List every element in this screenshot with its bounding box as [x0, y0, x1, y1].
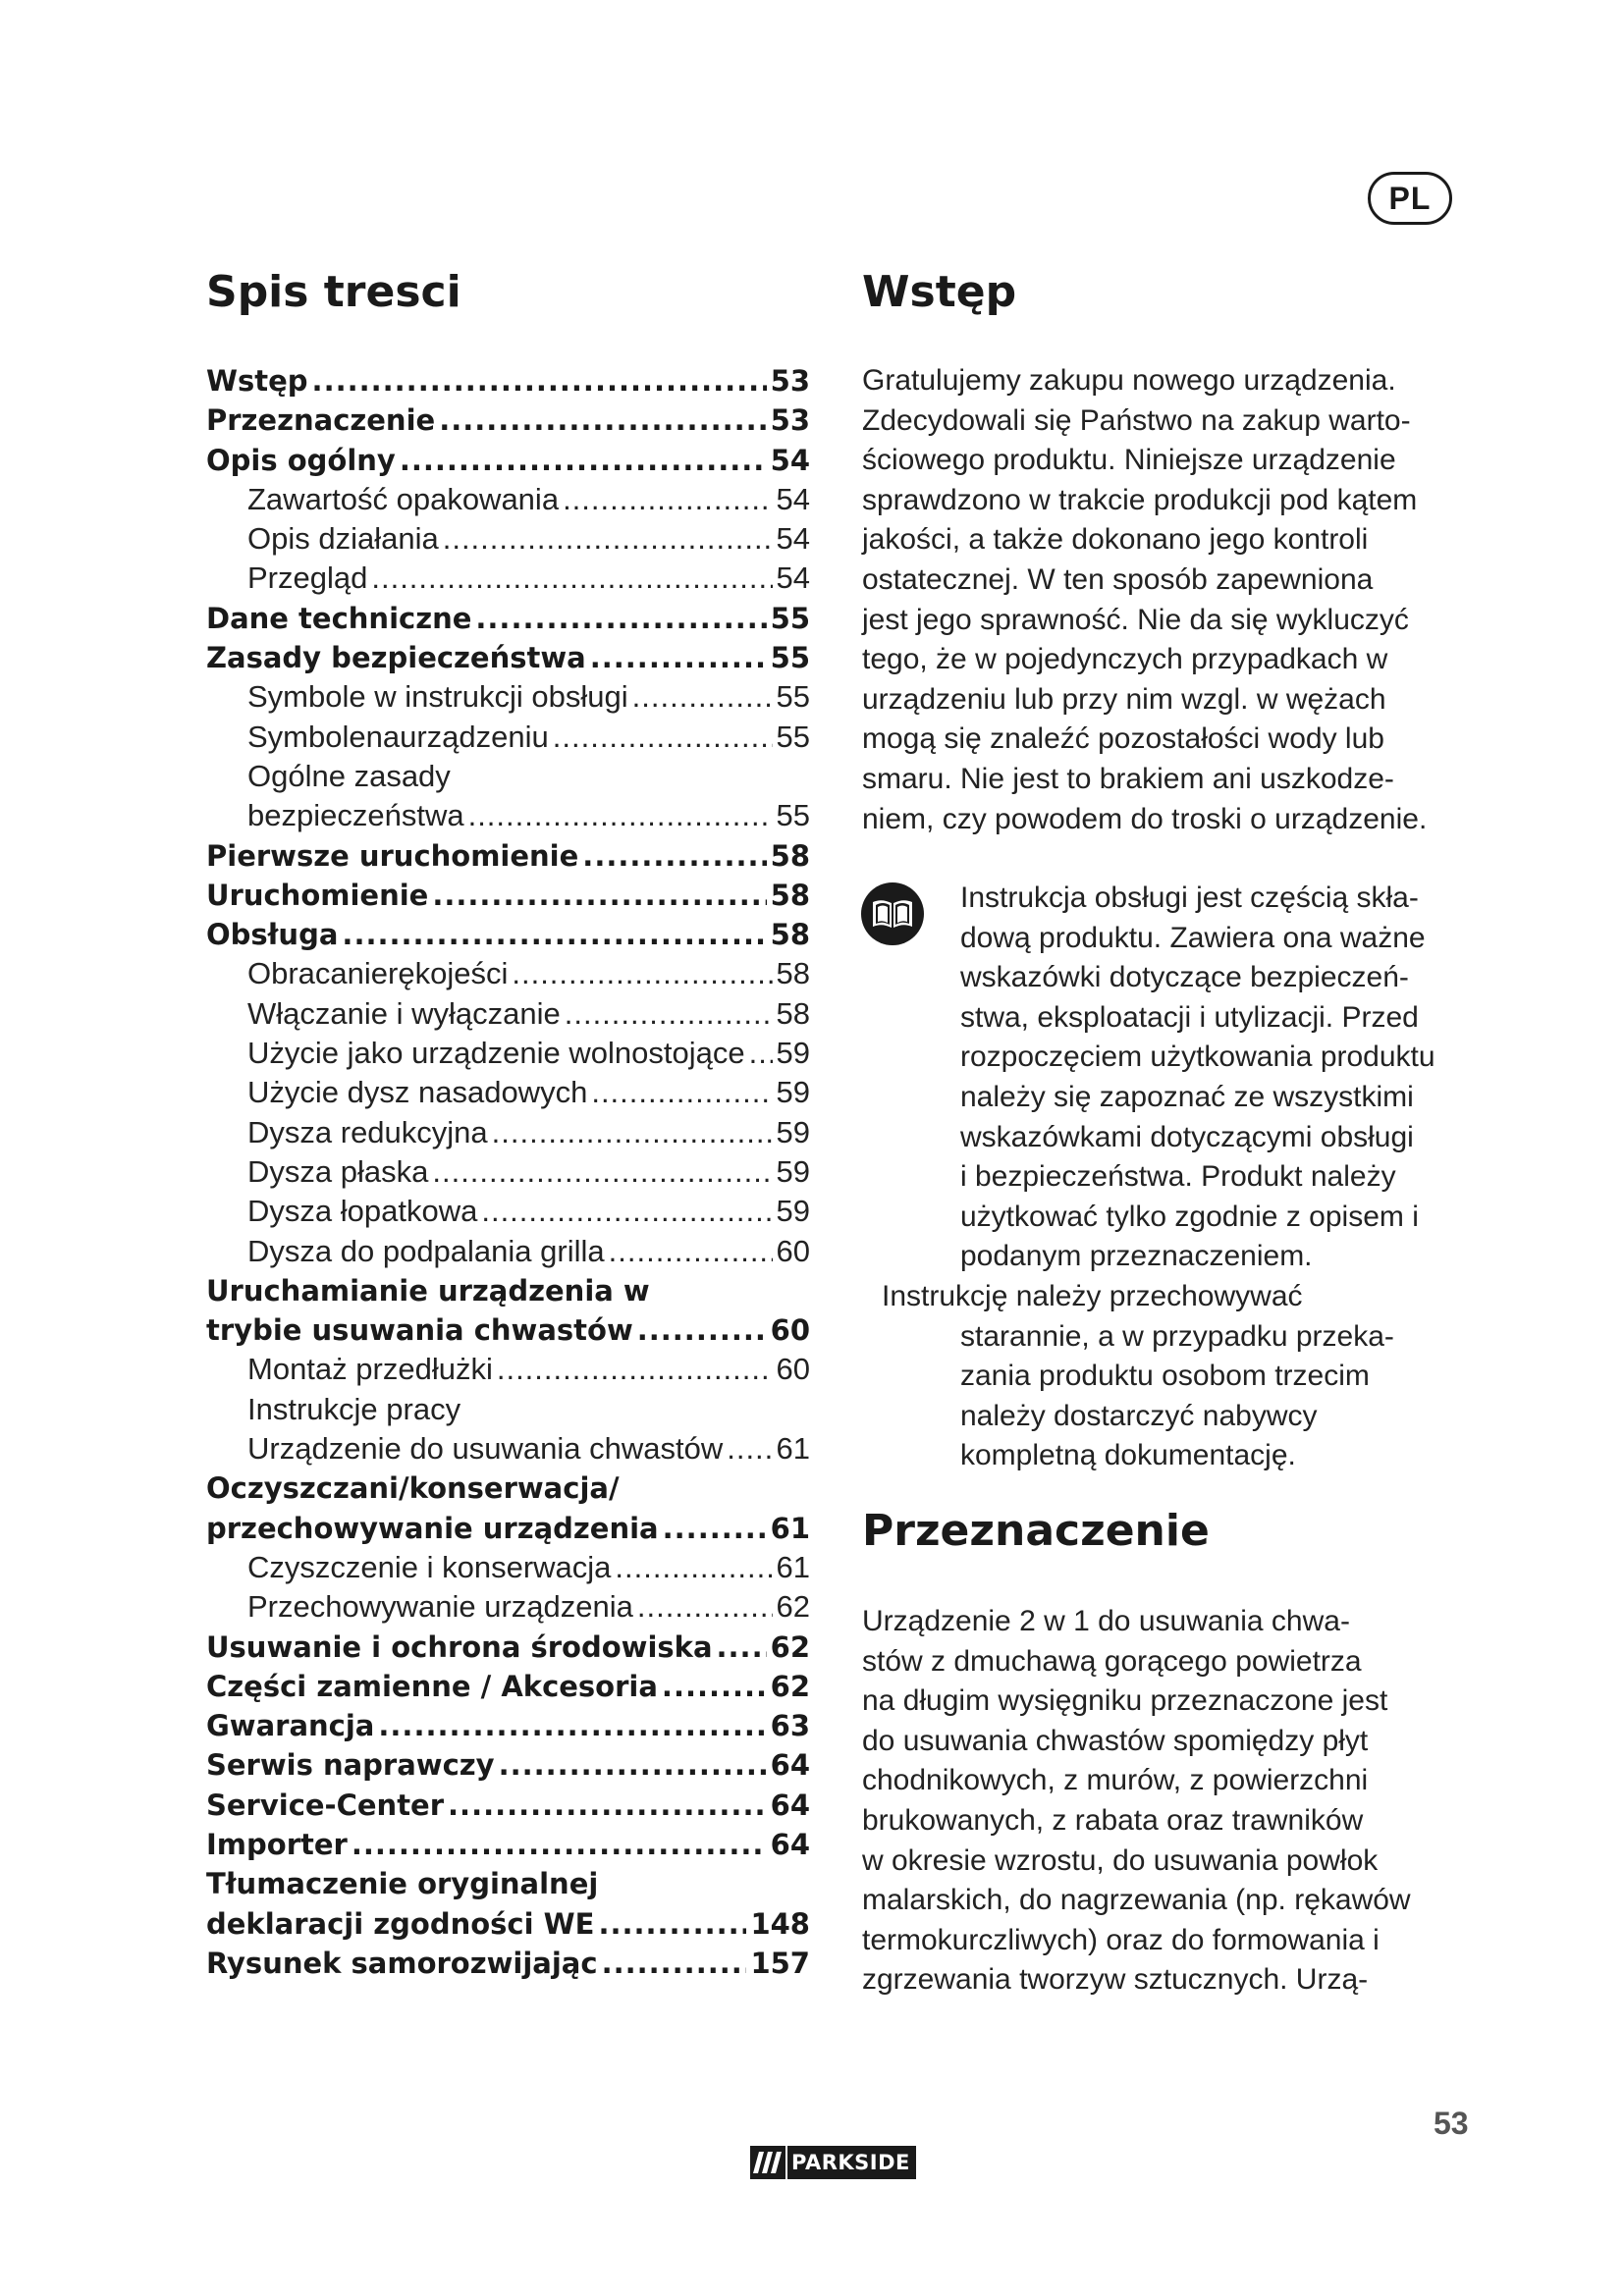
toc-leader-dots — [602, 1944, 747, 1983]
toc-leader-dots — [492, 1113, 773, 1152]
toc-entry-title: Zasady bezpieczeństwa — [206, 641, 586, 675]
toc-entry-page: 64 — [770, 1827, 810, 1861]
text-line: do usuwania chwastów spomiędzy płyt — [862, 1724, 1369, 1757]
text-line: smaru. Nie jest to brakiem ani uszkodze- — [862, 762, 1394, 795]
toc-entry-page: 53 — [770, 403, 810, 438]
toc-entry-title: Service-Center — [206, 1788, 445, 1822]
toc-entry-title: Gwarancja — [206, 1709, 375, 1743]
toc-entry-title: Ogólne zasady — [247, 758, 451, 793]
toc-entry — [206, 954, 810, 993]
toc-entry-page: 62 — [770, 1669, 810, 1703]
toc-entry — [206, 1786, 810, 1825]
text-line: użytkować tylko zgodnie z opisem i — [960, 1200, 1419, 1233]
toc-entry-title: Przechowywanie urządzenia — [247, 1589, 633, 1625]
toc-entry — [206, 876, 810, 915]
text-line: chodnikowych, z murów, z powierzchni — [862, 1764, 1369, 1797]
manual-note-paragraph — [882, 879, 1435, 1476]
toc-leader-dots — [565, 994, 773, 1034]
toc-entry-title: Dane techniczne — [206, 601, 472, 635]
text-line: tego, że w pojedynczych przypadkach w — [862, 643, 1388, 676]
toc-entry-page: 54 — [776, 481, 810, 516]
text-line: wskazówki dotyczące bezpieczeń- — [960, 961, 1409, 994]
text-line: jakości, a także dokonano jego kontroli — [862, 523, 1369, 557]
toc-entry — [206, 1390, 810, 1429]
toc-entry-title: przechowywanie urządzenia — [206, 1511, 659, 1545]
toc-entry-title: Usuwanie i ochrona środowiska — [206, 1629, 713, 1664]
toc-entry-title: Instrukcje pracy — [247, 1391, 461, 1426]
toc-leader-dots — [609, 1232, 773, 1271]
text-line: jest jego sprawność. Nie da się wykluczyć — [862, 603, 1409, 636]
text-line: sprawdzono w trakcie produkcji pod kątem — [862, 483, 1418, 516]
language-badge: PL — [1368, 172, 1452, 225]
text-line: Instrukcja obsługi jest częścią skła- — [960, 881, 1419, 914]
toc-entry-title: Przeznaczenie — [206, 403, 436, 438]
text-line: rozpoczęciem użytkowania produktu — [960, 1041, 1435, 1074]
toc-entry-page: 55 — [770, 641, 810, 675]
toc-leader-dots — [512, 954, 772, 993]
toc-entry — [206, 1944, 810, 1983]
toc-leader-dots — [378, 1706, 766, 1745]
toc-entry-page: 60 — [776, 1352, 810, 1387]
toc-leader-dots — [749, 1034, 773, 1073]
toc-leader-dots — [590, 638, 767, 677]
text-line: malarskich, do nagrzewania (np. rękawów — [862, 1884, 1411, 1917]
logo-slashes-icon — [750, 2146, 785, 2179]
toc-leader-dots — [615, 1548, 772, 1587]
toc-entry — [206, 1152, 810, 1192]
toc-leader-dots — [632, 677, 773, 717]
toc-entry-page: 62 — [776, 1589, 810, 1625]
toc-entry-page: 58 — [776, 956, 810, 991]
toc-entry-page: 59 — [776, 1114, 810, 1149]
toc-entry — [206, 1548, 810, 1587]
text-line: niem, czy powodem do troski o urządzenie. — [862, 802, 1428, 835]
text-line: ściowego produktu. Niniejsze urządzenie — [862, 444, 1396, 477]
toc-entry — [206, 1904, 810, 1944]
toc-entry-page: 55 — [776, 679, 810, 715]
text-line: stów z dmuchawą gorącego powietrza — [862, 1644, 1362, 1678]
toc-entry-page: 54 — [776, 561, 810, 596]
brand-logo — [750, 2146, 916, 2179]
toc-entry-page: 58 — [770, 918, 810, 952]
toc-entry-page: 64 — [770, 1788, 810, 1822]
toc-leader-dots — [481, 1192, 772, 1231]
toc-entry — [206, 836, 810, 876]
toc-entry-page: 61 — [776, 1549, 810, 1584]
toc-entry-page: 59 — [776, 1153, 810, 1189]
toc-entry-title: Symbole w instrukcji obsługi — [247, 679, 628, 715]
toc-entry — [206, 1192, 810, 1231]
toc-heading: Spis tresci — [206, 267, 461, 317]
toc-entry-title: Opis działania — [247, 521, 439, 557]
text-line: Instrukcję należy przechowywać — [882, 1279, 1303, 1312]
toc-entry-title: Dysza płaska — [247, 1153, 429, 1189]
toc-leader-dots — [352, 1825, 767, 1864]
toc-entry-title: Opis ogólny — [206, 443, 396, 477]
toc-entry — [206, 1587, 810, 1627]
toc-entry-page: 54 — [776, 521, 810, 557]
toc-leader-dots — [582, 836, 766, 876]
toc-leader-dots — [400, 441, 767, 480]
toc-entry-title: Zawartość opakowania — [247, 481, 560, 516]
toc-entry — [206, 1667, 810, 1706]
toc-entry — [206, 757, 810, 796]
toc-entry — [206, 1271, 810, 1310]
toc-entry-page: 157 — [750, 1946, 810, 1980]
toc-leader-dots — [563, 480, 772, 519]
toc-entry-title: Obsługa — [206, 918, 339, 952]
toc-entry-title: Użycie dysz nasadowych — [247, 1075, 588, 1110]
toc-entry-title: deklaracji zgodności WE — [206, 1906, 595, 1941]
intro-paragraph — [862, 361, 1427, 839]
toc-entry-page: 59 — [776, 1075, 810, 1110]
toc-entry-title: Wstęp — [206, 364, 308, 398]
toc-entry-page: 59 — [776, 1194, 810, 1229]
toc-entry-page: 63 — [770, 1709, 810, 1743]
purpose-paragraph — [862, 1602, 1411, 2001]
toc-entry-page: 54 — [770, 443, 810, 477]
toc-entry-title: Dysza do podpalania grilla — [247, 1233, 605, 1268]
toc-entry-title: bezpieczeństwa — [247, 798, 464, 833]
intro-heading: Wstęp — [862, 267, 1017, 317]
toc-entry-title: Symbolenaurządzeniu — [247, 719, 549, 754]
toc-entry — [206, 1468, 810, 1508]
toc-leader-dots — [439, 400, 766, 440]
toc-leader-dots — [342, 915, 766, 954]
text-line: podanym przeznaczeniem. — [960, 1240, 1313, 1273]
text-line: Zdecydowali się Państwo na zakup warto- — [862, 403, 1411, 437]
toc-entry-page: 59 — [776, 1036, 810, 1071]
table-of-contents — [206, 361, 810, 1983]
text-line: starannie, a w przypadku przeka- — [960, 1319, 1394, 1353]
toc-entry-title: Obracanierękojeści — [247, 956, 509, 991]
toc-leader-dots — [448, 1786, 767, 1825]
toc-entry — [206, 1706, 810, 1745]
toc-entry — [206, 1232, 810, 1271]
text-line: na długim wysięgniku przeznaczone jest — [862, 1684, 1388, 1718]
toc-leader-dots — [312, 361, 767, 400]
toc-entry-page: 53 — [770, 364, 810, 398]
text-line: należy się zapoznać ze wszystkimi — [960, 1080, 1414, 1113]
toc-entry — [206, 1745, 810, 1785]
toc-entry — [206, 480, 810, 519]
toc-leader-dots — [637, 1310, 767, 1350]
toc-entry — [206, 796, 810, 835]
purpose-heading: Przeznaczenie — [862, 1506, 1210, 1556]
toc-leader-dots — [475, 599, 766, 638]
toc-leader-dots — [371, 559, 772, 598]
toc-entry — [206, 559, 810, 598]
toc-leader-dots — [432, 876, 766, 915]
text-line: należy dostarczyć nabywcy — [960, 1399, 1318, 1432]
toc-leader-dots — [468, 796, 773, 835]
text-line: w okresie wzrostu, do usuwania powłok — [862, 1843, 1379, 1877]
toc-entry-title: Dysza łopatkowa — [247, 1194, 478, 1229]
text-line: Gratulujemy zakupu nowego urządzenia. — [862, 364, 1396, 397]
toc-entry-page: 60 — [770, 1313, 810, 1348]
toc-entry-page: 61 — [770, 1511, 810, 1545]
text-line: ostatecznej. W ten sposób zapewniona — [862, 562, 1374, 596]
toc-entry-title: Importer — [206, 1827, 348, 1861]
toc-leader-dots — [432, 1152, 772, 1192]
toc-entry-page: 61 — [776, 1431, 810, 1467]
toc-leader-dots — [553, 718, 773, 757]
toc-entry-page: 60 — [776, 1233, 810, 1268]
text-line: kompletną dokumentację. — [960, 1439, 1296, 1472]
toc-leader-dots — [499, 1745, 767, 1785]
toc-entry-title: Montaż przedłużki — [247, 1352, 493, 1387]
toc-entry — [206, 599, 810, 638]
toc-entry-title: Urządzenie do usuwania chwastów — [247, 1431, 724, 1467]
toc-entry-title: trybie usuwania chwastów — [206, 1313, 633, 1348]
toc-entry — [206, 1864, 810, 1903]
toc-entry-page: 58 — [770, 878, 810, 912]
toc-leader-dots — [637, 1587, 773, 1627]
toc-entry — [206, 361, 810, 400]
toc-entry-title: Rysunek samorozwijając — [206, 1946, 598, 1980]
toc-entry-title: Serwis naprawczy — [206, 1748, 495, 1783]
toc-entry-title: Uruchamianie urządzenia w — [206, 1273, 650, 1308]
toc-leader-dots — [663, 1509, 767, 1548]
toc-leader-dots — [591, 1073, 772, 1112]
toc-entry — [206, 1073, 810, 1112]
text-line: urządzeniu lub przy nim wzgl. w wężach — [862, 682, 1386, 716]
toc-entry — [206, 400, 810, 440]
toc-leader-dots — [598, 1904, 746, 1944]
toc-entry — [206, 441, 810, 480]
toc-entry — [206, 915, 810, 954]
text-line: termokurczliwych) oraz do formowania i — [862, 1923, 1380, 1956]
text-line: zania produktu osobom trzecim — [960, 1360, 1370, 1393]
toc-leader-dots — [497, 1350, 773, 1389]
book-icon — [860, 881, 925, 946]
toc-entry — [206, 677, 810, 717]
text-line: Urządzenie 2 w 1 do usuwania chwa- — [862, 1605, 1350, 1637]
toc-entry-title: Włączanie i wyłączanie — [247, 995, 561, 1031]
toc-entry-title: Użycie jako urządzenie wolnostojące — [247, 1036, 745, 1071]
toc-entry-title: Przegląd — [247, 561, 368, 596]
toc-entry — [206, 1628, 810, 1667]
toc-entry — [206, 1113, 810, 1152]
toc-entry — [206, 638, 810, 677]
toc-entry-page: 58 — [770, 838, 810, 873]
toc-entry-page: 64 — [770, 1748, 810, 1783]
toc-entry — [206, 1034, 810, 1073]
toc-entry-title: Pierwsze uruchomienie — [206, 838, 579, 873]
toc-leader-dots — [662, 1667, 767, 1706]
text-line: zgrzewania tworzyw sztucznych. Urzą- — [862, 1963, 1369, 1997]
toc-leader-dots — [443, 519, 773, 559]
toc-entry-title: Części zamienne / Akcesoria — [206, 1669, 658, 1703]
toc-entry — [206, 1825, 810, 1864]
text-line: dową produktu. Zawiera ona ważne — [960, 921, 1426, 954]
text-line: stwa, eksploatacji i utylizacji. Przed — [960, 1000, 1419, 1034]
toc-entry-page: 62 — [770, 1629, 810, 1664]
toc-entry-title: Tłumaczenie oryginalnej — [206, 1867, 599, 1901]
toc-entry-title: Czyszczenie i konserwacja — [247, 1549, 612, 1584]
toc-entry — [206, 1350, 810, 1389]
toc-entry-title: Oczyszczani/konserwacja/ — [206, 1471, 620, 1506]
text-line: brukowanych, z rabata oraz trawników — [862, 1803, 1364, 1837]
toc-leader-dots — [727, 1429, 772, 1468]
toc-entry-page: 148 — [750, 1906, 810, 1941]
toc-entry — [206, 519, 810, 559]
toc-entry-page: 55 — [770, 601, 810, 635]
toc-entry-title: Uruchomienie — [206, 878, 429, 912]
toc-entry — [206, 1509, 810, 1548]
text-line: i bezpieczeństwa. Produkt należy — [960, 1160, 1396, 1194]
brand-name: PARKSIDE — [785, 2146, 916, 2179]
page-number: 53 — [1434, 2106, 1469, 2141]
text-line: mogą się znaleźć pozostałości wody lub — [862, 722, 1384, 756]
toc-entry-title: Dysza redukcyjna — [247, 1114, 488, 1149]
toc-entry — [206, 1310, 810, 1350]
toc-entry-page: 58 — [776, 995, 810, 1031]
toc-leader-dots — [717, 1628, 767, 1667]
toc-entry-page: 55 — [776, 719, 810, 754]
text-line: wskazówkami dotyczącymi obsługi — [960, 1120, 1414, 1153]
toc-entry — [206, 1429, 810, 1468]
toc-entry — [206, 718, 810, 757]
toc-entry — [206, 994, 810, 1034]
toc-entry-page: 55 — [776, 798, 810, 833]
